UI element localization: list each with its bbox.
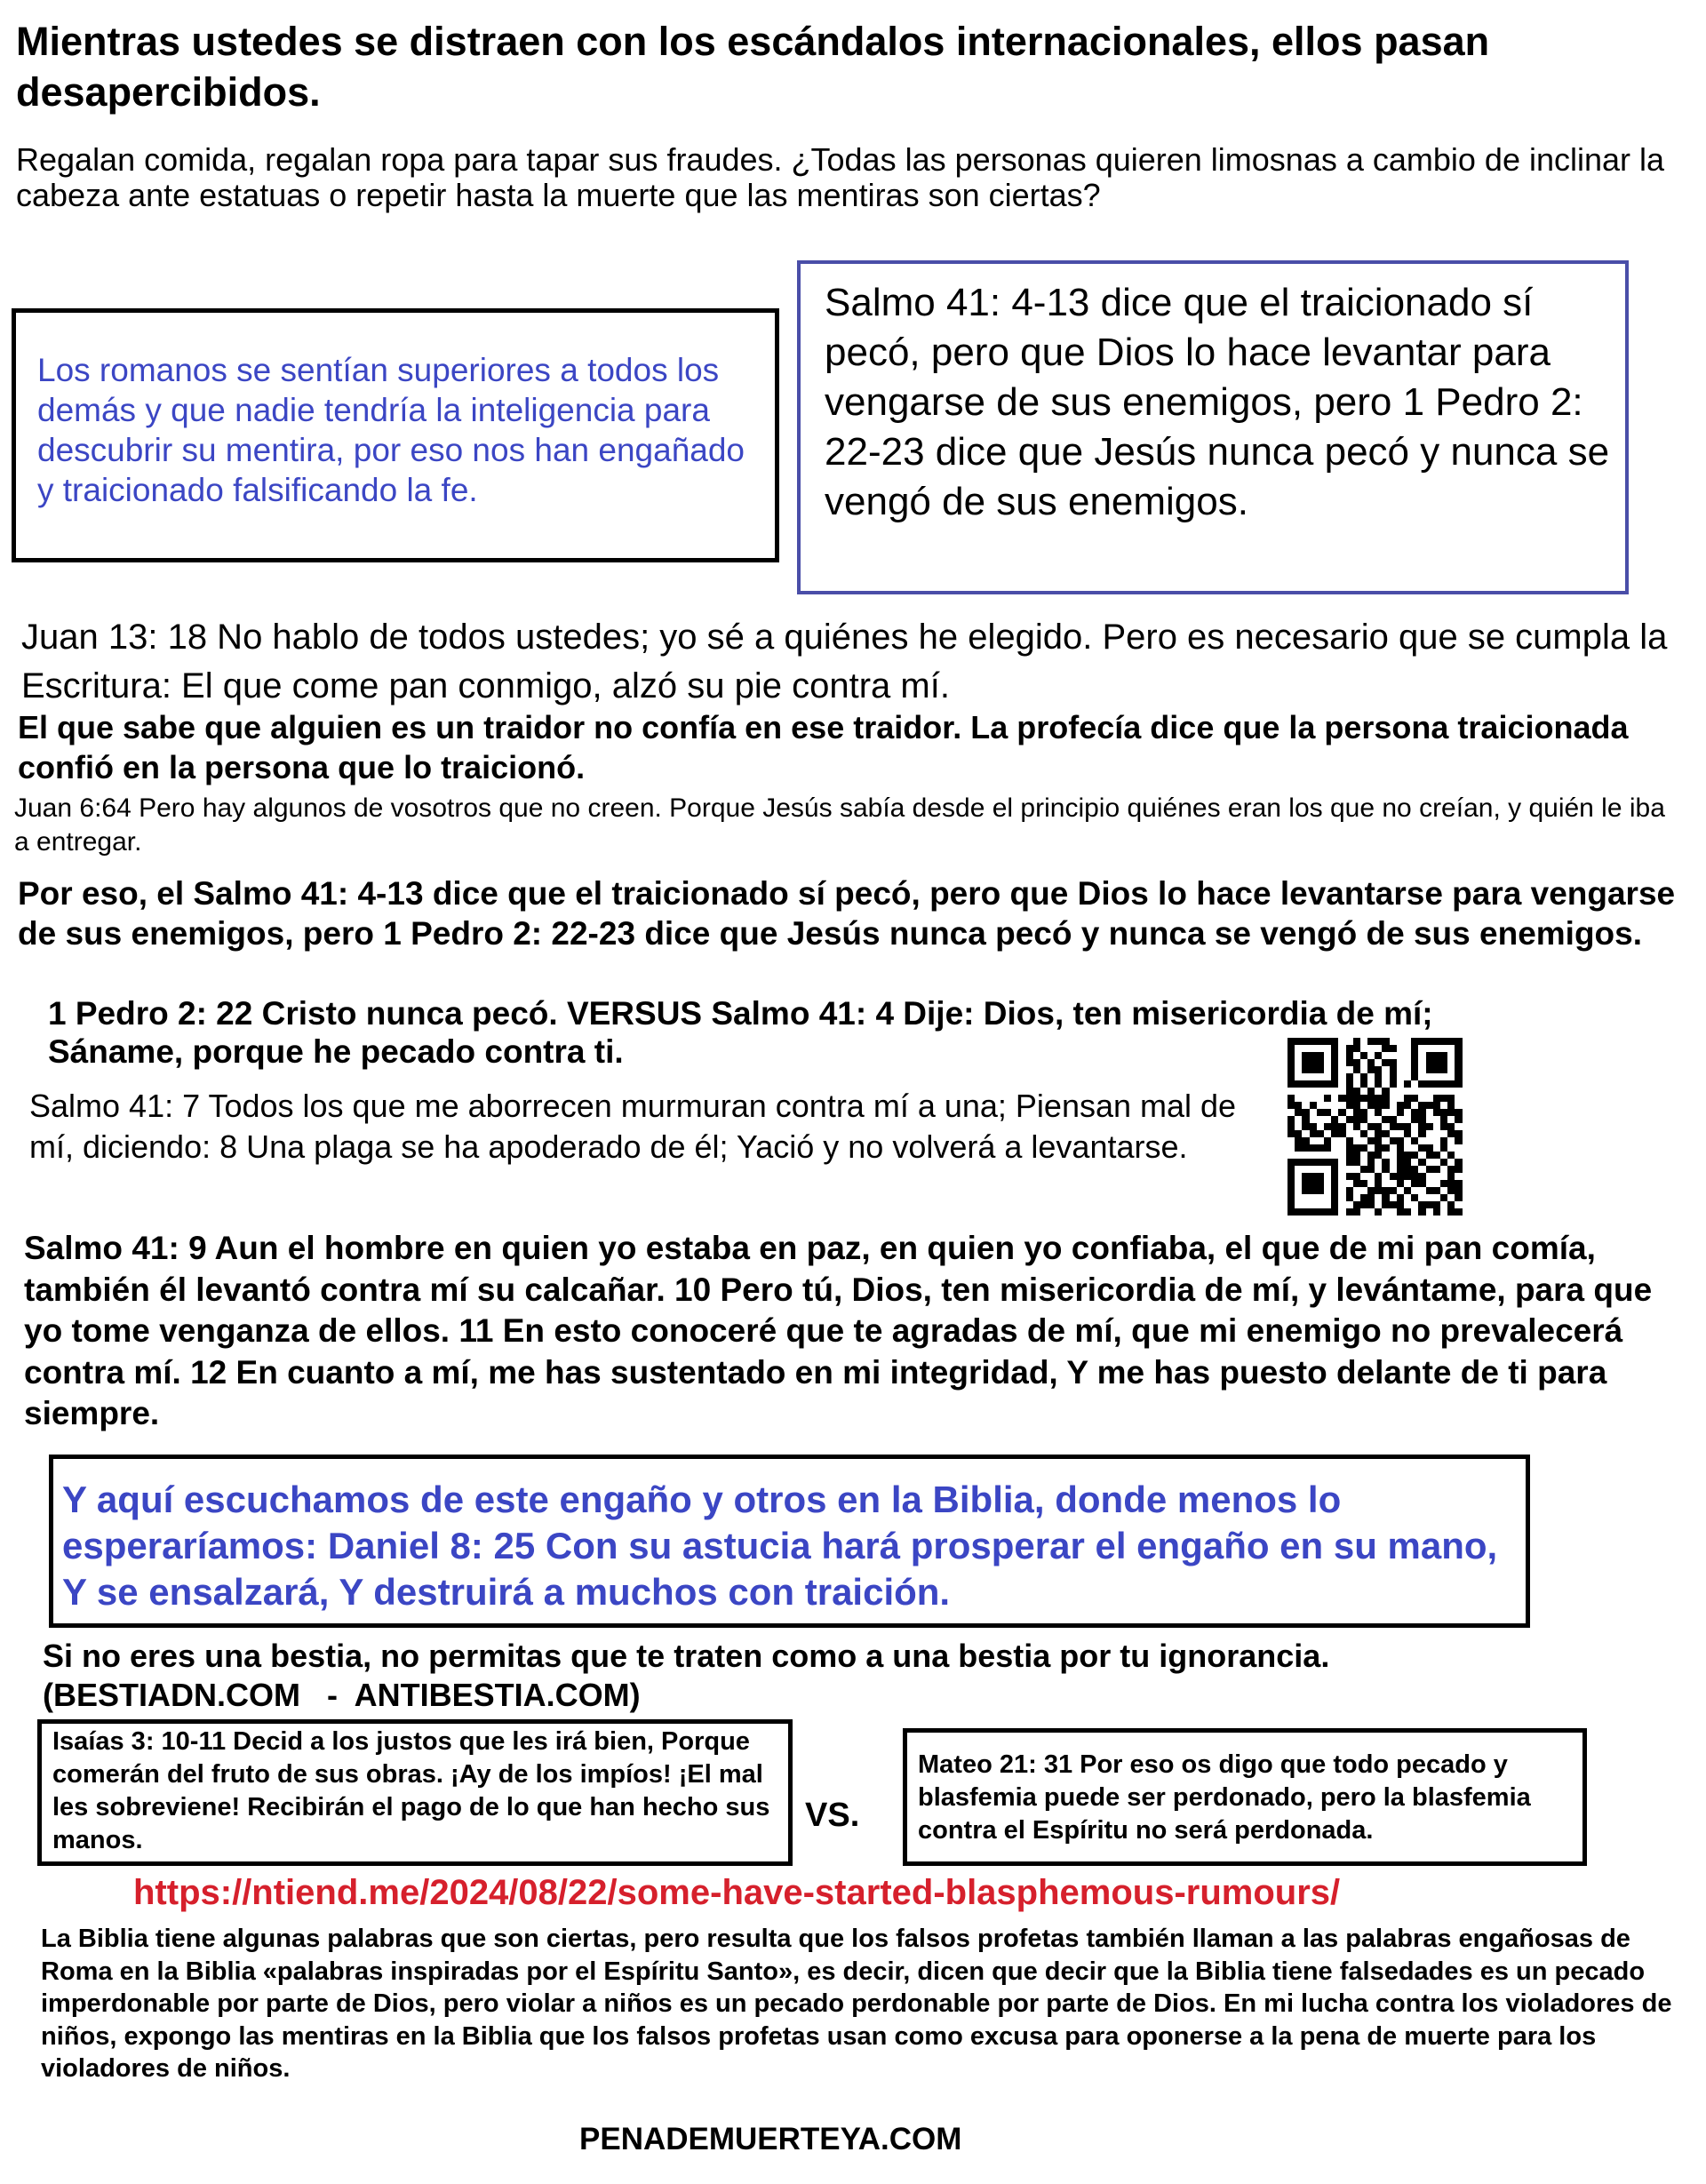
juan-6-64-verse: Juan 6:64 Pero hay algunos de vosotros que no creen. Porque Jesús sabía desde el principio quiénes eran los que no creían, y quién le iba a entregar. xyxy=(14,793,1665,857)
article-link[interactable]: https://ntiend.me/2024/08/22/some-have-started-blasphemous-rumours/ xyxy=(133,1873,1341,1912)
isaias-text: Isaías 3: 10-11 Decid a los justos que les irá bien, Porque comerán del fruto de sus obras. ¡Ay de los impíos! ¡El mal les sobreviene! Recibirán el pago de lo que han hecho sus manos. xyxy=(52,1727,770,1854)
page-title: Mientras ustedes se distraen con los escándalos internacionales, ellos pasan desapercibidos. xyxy=(16,19,1490,115)
bestia-sites: (BESTIADN.COM - ANTIBESTIA.COM) xyxy=(43,1677,641,1713)
daniel-callout-box xyxy=(49,1455,1530,1628)
qr-code-icon[interactable] xyxy=(1287,1038,1470,1216)
salmo-41-9-12-verse: Salmo 41: 9 Aun el hombre en quien yo estaba en paz, en quien yo confiaba, el que de mi pan comía, también él levantó contra mí su calcañar. 10 Pero tú, Dios, ten misericordia de mí, y levántame, para que yo tome venganza de ellos. 11 En esto conoceré que te agradas de mí, que mi enemigo no prevalecerá contra mí. 12 En cuanto a mí, me has sustentado en mi integridad, Y me has puesto delante de ti para siempre. xyxy=(24,1230,1653,1431)
daniel-callout-text: Y aquí escuchamos de este engaño y otros en la Biblia, donde menos lo esperaríamos: Daniel 8: 25 Con su astucia hará prosperar el engaño en su mano, Y se ensalzará, Y destruirá a muchos con traición. xyxy=(62,1479,1498,1613)
salmo-pedro-callout-box xyxy=(797,260,1629,594)
juan-13-verse: Juan 13: 18 No hablo de todos ustedes; yo sé a quiénes he elegido. Pero es necesario que se cumpla la Escritura: El que come pan conmigo, alzó su pie contra mí. xyxy=(21,618,1668,705)
pedro-versus-salmo: 1 Pedro 2: 22 Cristo nunca pecó. VERSUS Salmo 41: 4 Dije: Dios, ten misericordia de mí; Sáname, porque he pecado contra ti. xyxy=(48,995,1433,1070)
traidor-statement: El que sabe que alguien es un traidor no confía en ese traidor. La profecía dice que la persona traicionada confió en la persona que lo traicionó. xyxy=(18,709,1629,785)
romanos-callout-box xyxy=(12,308,779,562)
mateo-text: Mateo 21: 31 Por eso os digo que todo pecado y blasfemia puede ser perdonado, pero la blasfemia contra el Espíritu no será perdonada. xyxy=(918,1750,1531,1845)
intro-paragraph: Regalan comida, regalan ropa para tapar sus fraudes. ¿Todas las personas quieren limosnas a cambio de inclinar la cabeza ante estatuas o repetir hasta la muerte que las mentiras son ciertas? xyxy=(16,141,1665,213)
bestia-statement xyxy=(43,1637,1642,1715)
por-eso-statement: Por eso, el Salmo 41: 4-13 dice que el traicionado sí pecó, pero que Dios lo hace levantarse para vengarse de sus enemigos, pero 1 Pedro 2: 22-23 dice que Jesús nunca pecó y nunca se vengó de sus enemigos. xyxy=(18,875,1676,952)
footer-site[interactable]: PENADEMUERTEYA.COM xyxy=(579,2122,962,2156)
bestia-line: Si no eres una bestia, no permitas que te traten como a una bestia por tu ignorancia. xyxy=(43,1638,1330,1674)
isaias-box xyxy=(37,1719,793,1866)
salmo-41-7-verse: Salmo 41: 7 Todos los que me aborrecen murmuran contra mí a una; Piensan mal de mí, diciendo: 8 Una plaga se ha apoderado de él; Yació y no volverá a levantarse. xyxy=(29,1088,1237,1165)
salmo-pedro-callout-text: Salmo 41: 4-13 dice que el traicionado sí pecó, pero que Dios lo hace levantar para vengarse de sus enemigos, pero 1 Pedro 2: 22-23 dice que Jesús nunca pecó y nunca se vengó de sus enemigos. xyxy=(825,281,1610,523)
versus-label: VS. xyxy=(805,1797,860,1834)
mateo-box xyxy=(903,1728,1587,1866)
romanos-callout-text: Los romanos se sentían superiores a todos los demás y que nadie tendría la inteligencia para descubrir su mentira, por eso nos han engañado y traicionado falsificando la fe. xyxy=(37,352,745,508)
closing-paragraph: La Biblia tiene algunas palabras que son ciertas, pero resulta que los falsos profetas también llaman a las palabras engañosas de Roma en la Biblia «palabras inspiradas por el Espíritu Santo», es decir, dicen que decir que la Biblia tiene falsedades es un pecado imperdonable por parte de Dios, pero violar a niños es un pecado perdonable por parte de Dios. En mi lucha contra los violadores de niños, expongo las mentiras en la Biblia que los falsos profetas usan como excusa para oponerse a la pena de muerte para los violadores de niños. xyxy=(41,1925,1672,2083)
qr-code-grid xyxy=(1287,1038,1470,1216)
